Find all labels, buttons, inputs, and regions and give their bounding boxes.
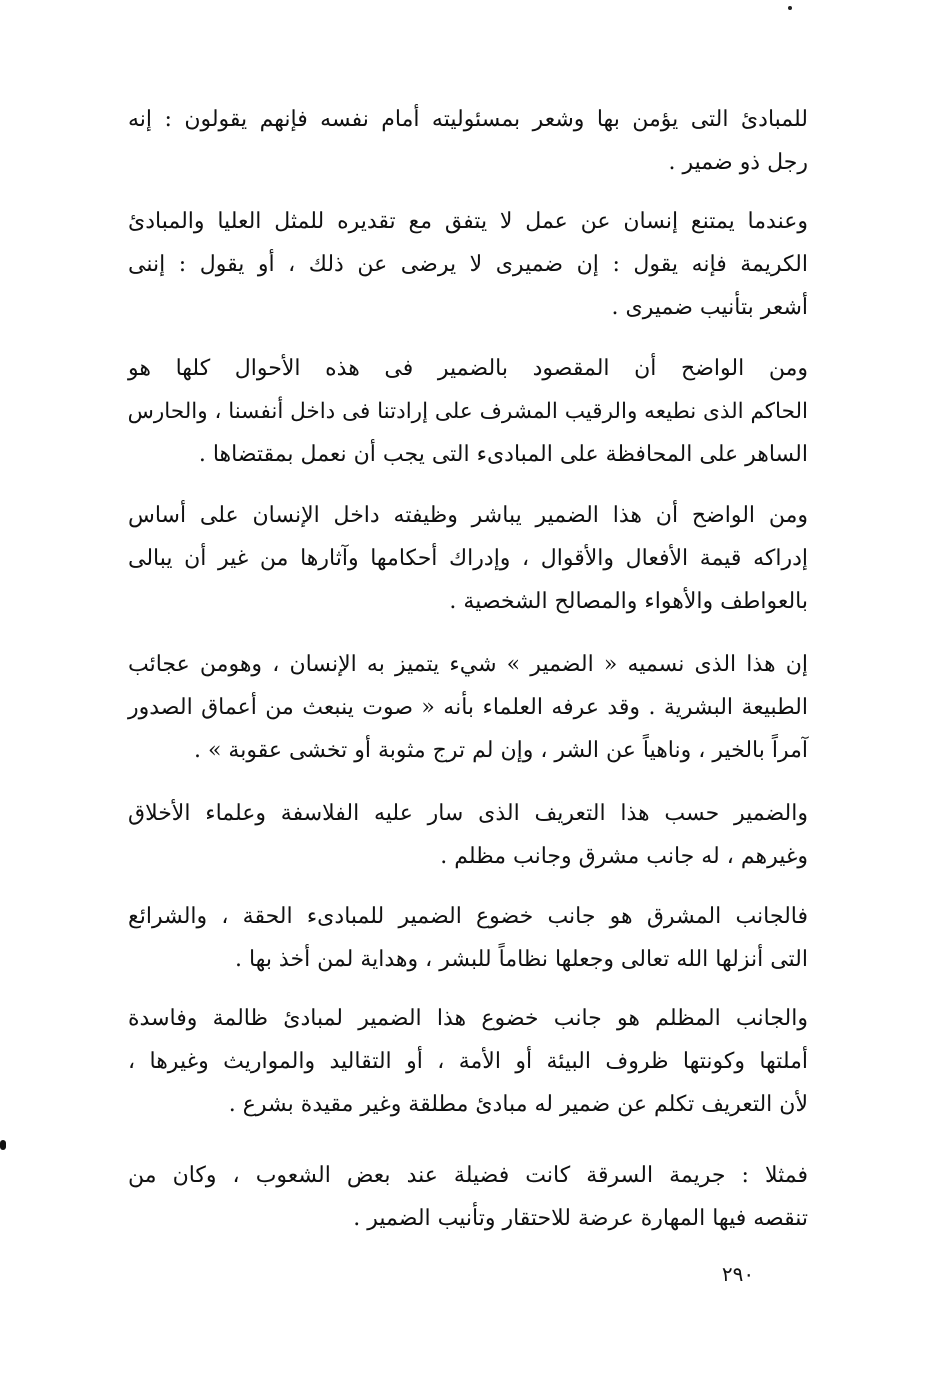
paragraph-9 — [128, 1154, 808, 1240]
text-line: الحاكم الذى نطيعه والرقيب المشرف على إرادتنا فى داخل أنفسنا ، والحارس — [127, 399, 808, 424]
paragraph-1 — [128, 98, 808, 184]
text-line: لأن التعريف تكلم عن ضمير له مبادئ مطلقة وغير مقيدة بشرع . — [228, 1092, 808, 1117]
text-line: ومن الواضح أن المقصود بالضمير فى هذه الأحوال كلها هو — [128, 356, 808, 381]
text-line: رجل ذو ضمير . — [668, 150, 808, 175]
paragraph-3 — [128, 347, 808, 476]
text-line: الكريمة فإنه يقول : إن ضميرى لا يرضى عن ذلك ، أو يقول : إننى — [128, 252, 808, 277]
text-line: للمبادئ التى يؤمن بها وشعر بمسئوليته أمام نفسه فإنهم يقولون : إنه — [128, 107, 808, 132]
text-line: فالجانب المشرق هو جانب خضوع الضمير للمبادىء الحقة ، والشرائع — [128, 904, 808, 929]
paragraph-8 — [128, 997, 808, 1126]
text-line: تنقصه فيها المهارة عرضة للاحتقار وتأنيب الضمير . — [353, 1206, 808, 1231]
paragraph-7 — [128, 895, 808, 981]
text-line: ومن الواضح أن هذا الضمير يباشر وظيفته داخل الإنسان على أساس — [128, 503, 808, 528]
text-line: آمراً بالخير ، وناهياً عن الشر ، وإن لم ترج مثوبة أو تخشى عقوبة » . — [193, 738, 808, 763]
paragraph-2 — [128, 200, 808, 329]
paragraph-4 — [128, 494, 808, 623]
page-number: ٢٩٠ — [721, 1262, 755, 1286]
text-line: فمثلا : جريمة السرقة كانت فضيلة عند بعض الشعوب ، وكان من — [128, 1163, 808, 1188]
scan-mark — [0, 1140, 6, 1150]
text-line: أملتها وكونتها ظروف البيئة أو الأمة ، أو التقاليد والمواريث وغيرها ، — [128, 1049, 808, 1074]
text-line: التى أنزلها الله تعالى وجعلها نظاماً للبشر ، وهداية لمن أخذ بها . — [234, 947, 808, 972]
scan-speck — [788, 6, 792, 10]
text-line: الطبيعة البشرية . وقد عرفه العلماء بأنه « صوت ينبعث من أعماق الصدور — [128, 695, 808, 720]
text-line: والضمير حسب هذا التعريف الذى سار عليه الفلاسفة وعلماء الأخلاق — [128, 801, 808, 826]
text-line: وعندما يمتنع إنسان عن عمل لا يتفق مع تقديره للمثل العليا والمبادئ — [128, 209, 808, 234]
text-line: وغيرهم ، له جانب مشرق وجانب مظلم . — [440, 844, 808, 869]
text-line: والجانب المظلم هو جانب خضوع هذا الضمير لمبادئ ظالمة وفاسدة — [128, 1006, 808, 1031]
text-line: إن هذا الذى نسميه « الضمير » شيء يتميز به الإنسان ، وهومن عجائب — [128, 652, 808, 677]
text-line: أشعر بتأنيب ضميرى . — [611, 295, 808, 320]
paragraph-5 — [128, 643, 808, 772]
paragraph-6 — [128, 792, 808, 878]
text-line: بالعواطف والأهواء والمصالح الشخصية . — [449, 589, 808, 614]
text-line: الساهر على المحافظة على المبادىء التى يجب أن نعمل بمقتضاها . — [198, 442, 808, 467]
text-line: إدراكه قيمة الأفعال والأقوال ، وإدراك أحكامها وآثارها من غير أن يبالى — [128, 546, 808, 571]
